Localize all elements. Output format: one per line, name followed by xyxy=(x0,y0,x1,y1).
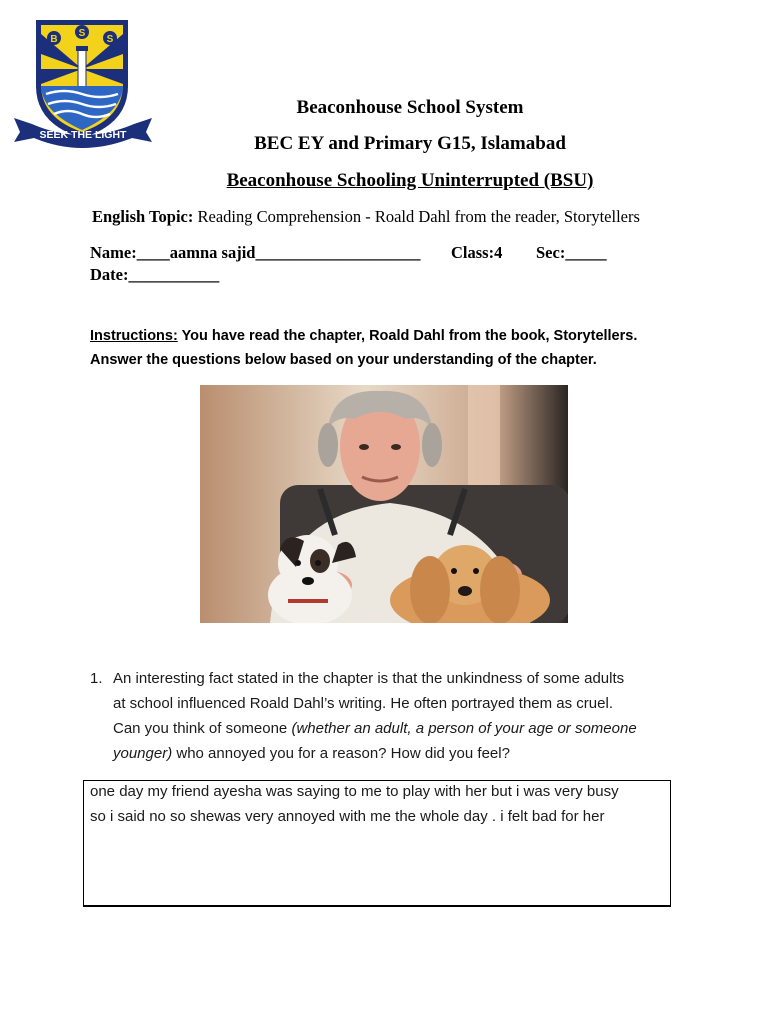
logo-letter-s1: S xyxy=(78,28,86,39)
question-number: 1. xyxy=(90,670,103,687)
instructions-line-1 xyxy=(90,328,637,344)
name-label: Name: xyxy=(90,243,137,262)
branch-name: BEC EY and Primary G15, Islamabad xyxy=(254,133,566,154)
question-line-4-text: who annoyed you for a reason? How did you feel? xyxy=(172,745,510,762)
class-value: 4 xyxy=(494,243,503,262)
class-label: Class: xyxy=(451,243,495,262)
logo-letter-s2: S xyxy=(106,34,114,45)
terrier-dog-icon xyxy=(268,535,356,623)
question-line-3 xyxy=(113,720,637,737)
date-value: ___________ xyxy=(128,265,220,284)
instructions-label: Instructions: xyxy=(90,328,178,344)
section-value: _____ xyxy=(565,243,607,262)
school-name: Beaconhouse School System xyxy=(296,97,524,118)
date-field xyxy=(90,265,219,285)
name-value: aamna sajid xyxy=(169,243,256,262)
section-label: Sec: xyxy=(536,243,566,262)
school-logo xyxy=(10,14,156,148)
program-title: Beaconhouse Schooling Uninterrupted (BSU) xyxy=(226,170,594,191)
question-line-1: An interesting fact stated in the chapter is that the unkindness of some adults xyxy=(113,670,625,687)
name-blank-post: ____________________ xyxy=(255,243,421,262)
question-line-2: at school influenced Roald Dahl’s writing. He often portrayed them as cruel. xyxy=(113,695,613,712)
question-line-3-text: Can you think of someone xyxy=(113,720,292,737)
instructions-line-2: Answer the questions below based on your understanding of the chapter. xyxy=(90,352,597,368)
question-line-4-italic: younger) xyxy=(113,745,173,762)
question-line-3-italic: (whether an adult, a person of your age or someone xyxy=(291,720,637,737)
author-photo xyxy=(200,385,568,623)
logo-letter-b: B xyxy=(50,34,58,45)
name-field xyxy=(90,243,420,263)
logo-motto: SEEK THE LIGHT xyxy=(39,129,127,141)
date-label: Date: xyxy=(90,265,129,284)
answer-line-2: so i said no so shewas very annoyed with me the whole day . i felt bad for her xyxy=(90,808,605,825)
topic-value: Reading Comprehension - Roald Dahl from the reader, Storytellers xyxy=(193,207,640,226)
topic-line xyxy=(92,207,640,227)
question-line-4 xyxy=(113,745,510,762)
section-field xyxy=(536,243,607,263)
instructions-text-1: You have read the chapter, Roald Dahl from the book, Storytellers. xyxy=(177,328,638,344)
answer-line-1: one day my friend ayesha was saying to me to play with her but i was very busy xyxy=(90,783,619,800)
class-field xyxy=(451,243,502,263)
topic-label: English Topic: xyxy=(92,207,194,226)
name-blank-pre: ____ xyxy=(136,243,170,262)
